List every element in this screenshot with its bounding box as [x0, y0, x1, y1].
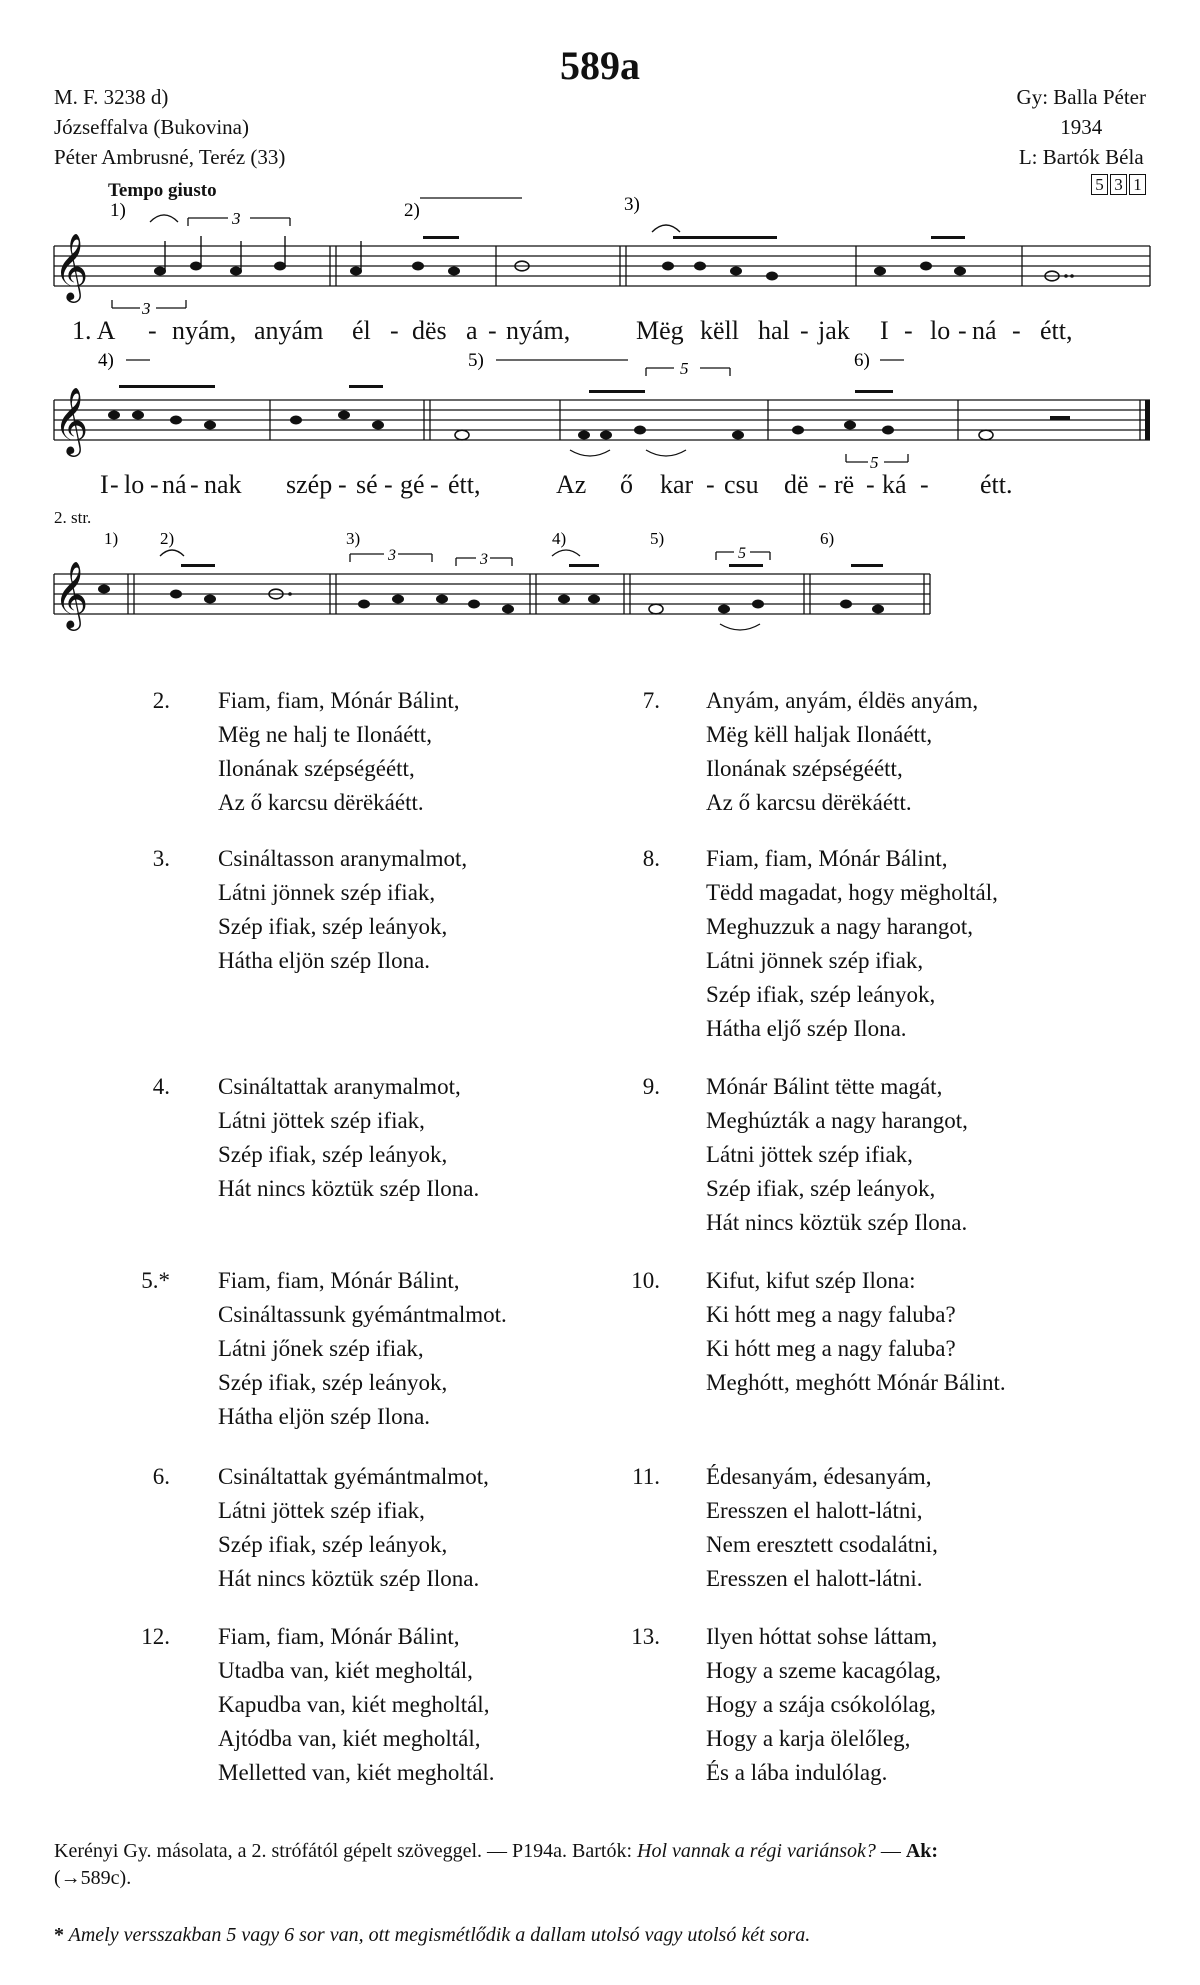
- syllable: -: [818, 470, 827, 499]
- verse-line: Ilonának szépségéétt,: [218, 756, 415, 781]
- mark-5: 5): [650, 529, 665, 548]
- triplet-mark: 3: [480, 551, 488, 568]
- verse-line: Hátha eljön szép Ilona.: [218, 1404, 431, 1429]
- verse-line: Fiam, fiam, Mónár Bálint,: [218, 688, 460, 713]
- syllable: -: [800, 316, 809, 345]
- verse-line: Kifut, kifut szép Ilona:: [706, 1268, 916, 1293]
- verse-line: Látni jöttek szép ifiak,: [706, 1142, 913, 1167]
- verse-line: Meghótt, meghótt Mónár Bálint.: [706, 1370, 1006, 1395]
- syllable: rë: [834, 470, 855, 499]
- mark-4: 4): [98, 350, 114, 371]
- mark-5: 5): [468, 350, 484, 371]
- verse-number: 7.: [642, 688, 660, 713]
- source-place: Józseffalva (Bukovina): [54, 115, 249, 139]
- class-box: 5: [1091, 174, 1108, 195]
- syllable: nak: [204, 470, 242, 499]
- syllable: -: [338, 470, 347, 499]
- syllable: nyám,: [172, 316, 237, 345]
- quintuplet-mark: 5: [680, 359, 689, 378]
- syllable: szép: [286, 470, 333, 499]
- triplet-mark: 3: [142, 299, 151, 318]
- verse-line: Melletted van, kiét megholtál.: [218, 1760, 495, 1785]
- mark-2: 2): [160, 529, 175, 548]
- syllable: -: [488, 316, 497, 345]
- source-singer: Péter Ambrusné, Teréz (33): [54, 145, 286, 169]
- syllable: hal: [758, 316, 790, 345]
- syllable: -: [904, 316, 913, 345]
- verse-line: Szép ifiak, szép leányok,: [706, 982, 936, 1007]
- syllable: sé: [356, 470, 378, 499]
- verse-line: És a lába indulólag.: [706, 1760, 888, 1785]
- verse-number: 5.*: [141, 1268, 170, 1293]
- verse-line: Szép ifiak, szép leányok,: [218, 914, 448, 939]
- verse-line: Meghuzzuk a nagy harangot,: [706, 914, 973, 939]
- verse-line: Szép ifiak, szép leányok,: [218, 1142, 448, 1167]
- verse-line: Az ő karcsu dërëkáétt.: [218, 790, 424, 815]
- triplet-mark: 3: [232, 209, 241, 228]
- mark-3: 3): [624, 196, 640, 215]
- collector-name: Gy: Balla Péter: [1016, 85, 1146, 109]
- verse-line: Látni jönnek szép ifiak,: [706, 948, 924, 973]
- syllable: gé: [400, 470, 425, 499]
- verse-line: Fiam, fiam, Mónár Bálint,: [706, 846, 948, 871]
- verse-line: Hát nincs köztük szép Ilona.: [218, 1176, 480, 1201]
- syllable: ő: [620, 470, 633, 499]
- syllable: étt.: [980, 470, 1013, 499]
- verse-line: Hogy a karja ölelőleg,: [706, 1726, 911, 1751]
- syllable: -: [1012, 316, 1021, 345]
- class-box: 3: [1110, 174, 1127, 195]
- verse-number: 10.: [631, 1268, 660, 1293]
- class-box: 1: [1129, 174, 1146, 195]
- syllable: jak: [818, 316, 850, 345]
- syllable: kar: [660, 470, 694, 499]
- verse-line: Látni jőnek szép ifiak,: [218, 1336, 424, 1361]
- syllable: anyám: [254, 316, 324, 345]
- verse-line: Fiam, fiam, Mónár Bálint,: [218, 1268, 460, 1293]
- song-number: 589a: [560, 43, 640, 88]
- stanza-label: 2. str.: [54, 508, 92, 527]
- verse-line: Szép ifiak, szép leányok,: [218, 1370, 448, 1395]
- syllable: lo: [124, 470, 145, 499]
- verse-line: Mëg ne halj te Ilonáétt,: [218, 722, 432, 747]
- syllable: -: [430, 470, 439, 499]
- verse-line: Látni jönnek szép ifiak,: [218, 880, 436, 905]
- syllable: csu: [724, 470, 759, 499]
- verse-line: Az ő karcsu dërëkáétt.: [706, 790, 912, 815]
- syllable: I: [880, 316, 889, 345]
- verse-line: Ajtódba van, kiét megholtál,: [218, 1726, 481, 1751]
- syllable: -: [150, 470, 159, 499]
- mark-2: 2): [404, 200, 420, 221]
- syllable: -: [190, 470, 199, 499]
- verse-line: Mëg këll haljak Ilonáétt,: [706, 722, 933, 747]
- verse-line: Kapudba van, kiét megholtál,: [218, 1692, 490, 1717]
- verse-line: Ki hótt meg a nagy faluba?: [706, 1302, 956, 1327]
- verse-line: Eresszen el halott-látni.: [706, 1566, 923, 1591]
- mark-4: 4): [552, 529, 567, 548]
- syllable: -: [110, 470, 119, 499]
- verse-line: Ilyen hóttat sohse láttam,: [706, 1624, 938, 1649]
- svg-text:𝄞: 𝄞: [54, 560, 89, 628]
- syllable: étt,: [448, 470, 481, 499]
- syllable: ká: [882, 470, 907, 499]
- verse-line: Csináltattak aranymalmot,: [218, 1074, 461, 1099]
- syllable: lo: [930, 316, 951, 345]
- mark-1: 1): [104, 529, 119, 548]
- verse-line: Tëdd magadat, hogy mëgholtál,: [706, 880, 998, 905]
- verse-line: Hátha eljön szép Ilona.: [218, 948, 431, 973]
- verse-number: 12.: [141, 1624, 170, 1649]
- verse-line: Csináltattak gyémántmalmot,: [218, 1464, 489, 1489]
- syllable: dë: [784, 470, 809, 499]
- verse-number: 13.: [631, 1624, 660, 1649]
- syllable: -: [920, 470, 929, 499]
- tempo-marking: Tempo giusto: [108, 180, 217, 201]
- note-text: Kerényi Gy. másolata, a 2. strófától gépelt szöveggel. — P194a. Bartók:: [54, 1840, 637, 1862]
- transcriber: L: Bartók Béla: [1018, 145, 1144, 169]
- syllable: -: [390, 316, 399, 345]
- svg-text:𝄞: 𝄞: [54, 232, 89, 300]
- verse-line: Anyám, anyám, éldës anyám,: [706, 688, 979, 713]
- verse-line: Ki hótt meg a nagy faluba?: [706, 1336, 956, 1361]
- verse-line: Nem eresztett csodalátni,: [706, 1532, 938, 1557]
- editorial-note: [54, 1838, 1149, 1892]
- syllable: ná: [162, 470, 187, 499]
- footnote-star: *: [54, 1924, 64, 1946]
- collection-year: 1934: [1060, 115, 1103, 139]
- verse-line: Csináltassunk gyémántmalmot.: [218, 1302, 507, 1327]
- verse-line: Ilonának szépségéétt,: [706, 756, 903, 781]
- syllable: Mëg: [636, 316, 684, 345]
- syllable: Az: [556, 470, 587, 499]
- verse-line: Csináltasson aranymalmot,: [218, 846, 468, 871]
- source-record: M. F. 3238 d): [54, 85, 169, 109]
- svg-text:𝄞: 𝄞: [54, 386, 89, 454]
- verse-line: Szép ifiak, szép leányok,: [706, 1176, 936, 1201]
- footnote-text: Amely versszakban 5 vagy 6 sor van, ott megismétlődik a dallam utolsó vagy utolsó két sora.: [64, 1924, 811, 1946]
- syllable: nyám,: [506, 316, 571, 345]
- syllable: -: [866, 470, 875, 499]
- verse-number: 4.: [152, 1074, 170, 1099]
- triplet-mark: 3: [388, 547, 396, 564]
- syllable: dës: [412, 316, 447, 345]
- verse-number: 9.: [642, 1074, 660, 1099]
- verse-number: 3.: [152, 846, 170, 871]
- verse-line: Látni jöttek szép ifiak,: [218, 1108, 425, 1133]
- verse-line: Meghúzták a nagy harangot,: [706, 1108, 968, 1133]
- verse-line: Hát nincs köztük szép Ilona.: [218, 1566, 480, 1591]
- verse-line: Mónár Bálint tëtte magát,: [706, 1074, 943, 1099]
- syllable: I: [100, 470, 109, 499]
- verse-number: 11.: [632, 1464, 660, 1489]
- syllable: étt,: [1040, 316, 1073, 345]
- quintuplet-mark: 5: [870, 453, 879, 472]
- verse-line: Utadba van, kiét megholtál,: [218, 1658, 473, 1683]
- syllable: -: [706, 470, 715, 499]
- syllable: 1. A: [72, 316, 116, 345]
- mark-6: 6): [820, 529, 835, 548]
- syllable: këll: [700, 316, 739, 345]
- syllable: -: [958, 316, 967, 345]
- verse-number: 2.: [152, 688, 170, 713]
- quintuplet-mark: 5: [738, 545, 746, 562]
- verse-number: 6.: [152, 1464, 170, 1489]
- syllable: a: [466, 316, 478, 345]
- verse-line: Hogy a szája csókolólag,: [706, 1692, 936, 1717]
- verse-line: Szép ifiak, szép leányok,: [218, 1532, 448, 1557]
- note-reference: (→589c).: [54, 1867, 132, 1889]
- mark-3: 3): [346, 529, 361, 548]
- note-dash: —: [875, 1840, 906, 1862]
- verse-line: Hátha eljő szép Ilona.: [706, 1016, 907, 1041]
- verse-line: Hát nincs köztük szép Ilona.: [706, 1210, 968, 1235]
- verse-number: 8.: [642, 846, 660, 871]
- note-question: Hol vannak a régi variánsok?: [637, 1840, 876, 1862]
- verse-line: Fiam, fiam, Mónár Bálint,: [218, 1624, 460, 1649]
- footnote: [54, 1924, 810, 1947]
- verse-line: Eresszen el halott-látni,: [706, 1498, 923, 1523]
- verse-line: Hogy a szeme kacagólag,: [706, 1658, 942, 1683]
- syllable: -: [384, 470, 393, 499]
- verse-line: Látni jöttek szép ifiak,: [218, 1498, 425, 1523]
- syllable: ná: [972, 316, 997, 345]
- syllable: él: [352, 316, 371, 345]
- syllable: -: [148, 316, 157, 345]
- verse-line: Édesanyám, édesanyám,: [706, 1464, 932, 1489]
- mark-6: 6): [854, 350, 870, 371]
- mark-1: 1): [110, 200, 126, 221]
- note-ak: Ak:: [905, 1840, 939, 1862]
